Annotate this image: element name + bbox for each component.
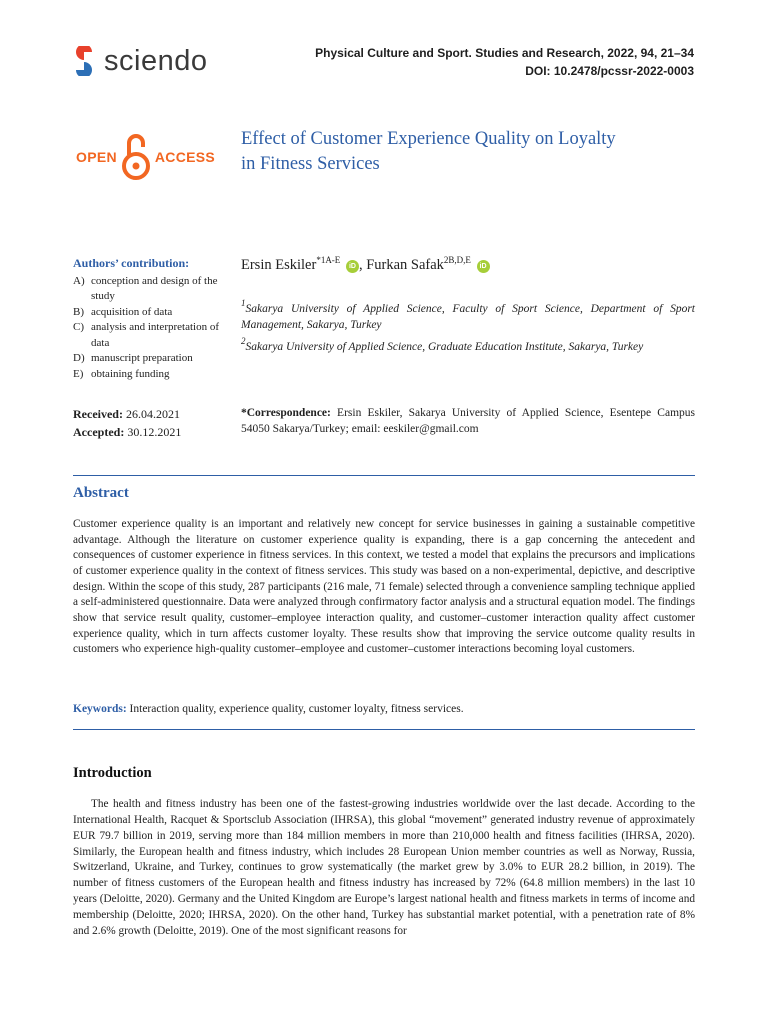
author-1-name: Ersin Eskiler [241,257,317,273]
affiliation-2: $^2$Sakarya University of Applied Science, Graduate Education Institute, Sakarya, Turkey [241,336,644,353]
contribution-item: C) analysis and interpretation of data [73,321,219,349]
title-line-2: in Fitness Services [241,154,380,174]
orcid-icon[interactable]: iD [346,260,359,273]
title-line-1: Effect of Customer Experience Quality on Loyalty [241,129,616,149]
accepted-date: Accepted: 30.12.2021 [73,425,182,439]
divider [73,729,695,730]
sciendo-logo [72,44,207,78]
authors-contribution [73,256,233,382]
introduction-body: The health and fitness industry has been one of the fastest-growing industries worldwide over the last decade. According to the International Health, Racquet & Sportsclub Association (IHRSA), this global “movement” generated industry revenue of approximately EUR 79.7 billion in 2019, serving more than 184 million members in more than 210,000 health and fitness facilities (IHRSA, 2020). Similarly, the European health and fitness industry, which includes 28 European Union member countries as well as Norway, Russia, Switzerland, Ukraine, and Turkey, continues to grow systematically (the market grew by 3.0% to EUR 28.2 billion, in 2019). The number of fitness customers of the European health and fitness industry has increased by 72% (64.8 million members) in the last 10 years (Deloitte, 2020). Germany and the United Kingdom are Europe’s largest national health and fitness markets in terms of income and membership (Deloitte, 2020; IHRSA, 2020). On the other hand, Turkey has substantial market potential, with a penetration rate of 8% and 2.6% growth (Deloitte, 2019). One of the most significant reasons for [73,798,695,937]
keywords-label: Keywords: [73,703,127,715]
abstract-body: Customer experience quality is an important and relatively new concept for service businesses in gaining a sustainable competitive advantage. Although the literature on customer experience quality is expanding, there is a gap concerning the antecedent and consequences of customer experience in fitness services. In this context, we tested a model that explains the precursors and implications of customer experience quality in the context of fitness services. This study was based on a non-experimental, depictive, and descriptive design. Within the scope of this study, 287 participants (216 male, 71 female) selected through a convenience sampling technique applied a self-administered questionnaire. Data were analyzed through confirmatory factor analysis and a structural equation model. The findings show that service result quality, customer–employee interaction quality, and customer–customer interaction quality affect customer experience quality, which in turn affects customer loyalty. These results show that improving the service outcome quality results in customers who experience high-quality customer–employee and customer–customer interactions becoming loyal customers. [73,518,695,656]
dates [73,405,181,441]
contribution-title: Authors’ contribution: [73,256,190,270]
keywords-text: Interaction quality, experience quality, customer loyalty, fitness services. [126,703,464,715]
orcid-icon[interactable]: iD [477,260,490,273]
author-list [241,255,490,274]
contribution-item: A) conception and design of the study [73,274,218,302]
correspondence [241,405,695,437]
author-1-sup: *1A-E [316,255,341,265]
open-access-left: OPEN [76,149,117,165]
brand-name: sciendo [104,44,208,77]
open-access-badge [76,131,215,183]
contribution-item: E) obtaining funding [73,367,170,380]
author-2-name: Furkan Safak [366,257,444,273]
divider [73,475,695,476]
keywords [73,701,695,717]
contribution-item: D) manuscript preparation [73,352,193,364]
received-date: Received: 26.04.2021 [73,407,180,421]
abstract-heading: Abstract [73,485,129,501]
sciendo-mark-icon [72,46,96,76]
contribution-item: B) acquisition of data [73,305,173,318]
author-2-sup: 2B,D,E [443,255,471,265]
introduction-heading: Introduction [73,765,152,781]
correspondence-label: *Correspondence: [241,407,331,419]
correspondence-text: Ersin Eskiler, Sakarya University of Applied Science, Esentepe Campus 54050 Sakarya/Turkey; email: eeskiler@gmail.com [241,407,696,435]
affiliations [241,295,695,355]
doi[interactable]: DOI: 10.2478/pcssr-2022-0003 [525,64,694,78]
paper-title [241,127,701,177]
open-access-right: ACCESS [154,149,216,165]
author-separator: , [358,257,367,273]
journal-citation: Physical Culture and Sport. Studies and Research, 2022, 94, 21–34 [315,46,694,60]
affiliation-1: $^1$Sakarya University of Applied Science, Faculty of Sport Science, Department of Sport Management, Sakarya, Turkey [241,298,695,331]
open-lock-icon [121,133,151,181]
journal-info [315,44,694,80]
